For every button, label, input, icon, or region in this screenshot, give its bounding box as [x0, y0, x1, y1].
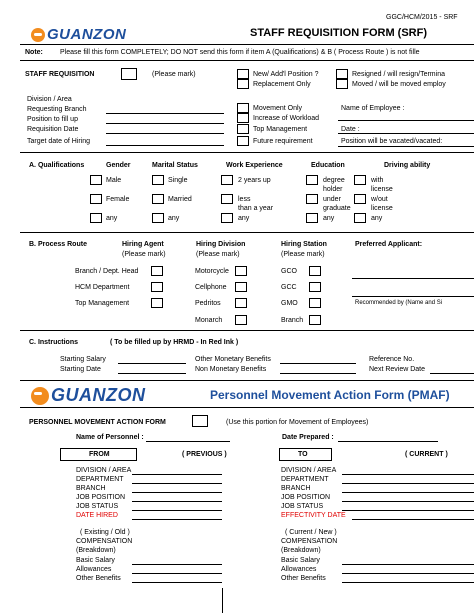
recommended-by-field[interactable]	[352, 296, 474, 297]
less-label: less	[238, 196, 251, 203]
increase-workload-label: Increase of Workload	[253, 115, 320, 122]
to-other-benefits-label: Other Benefits	[281, 575, 326, 582]
male-checkbox[interactable]	[90, 175, 102, 185]
date-field[interactable]	[338, 133, 474, 134]
staff-requisition-checkbox[interactable]	[121, 68, 137, 80]
married-checkbox[interactable]	[152, 194, 164, 204]
marital-any-checkbox[interactable]	[152, 213, 164, 223]
target-date-label: Target date of Hiring	[27, 138, 91, 145]
to-division-field[interactable]	[342, 474, 474, 475]
branch-station-label: Branch	[281, 317, 304, 324]
future-requirement-checkbox[interactable]	[237, 136, 249, 146]
to-job-position-label: JOB POSITION	[281, 494, 331, 501]
from-other-benefits-label: Other Benefits	[76, 575, 121, 582]
to-allowances-label: Allowances	[281, 566, 317, 573]
gmo-checkbox[interactable]	[309, 298, 321, 308]
process-route-label: B. Process Route	[29, 241, 87, 248]
srf-title: STAFF REQUISITION FORM (SRF)	[250, 27, 428, 39]
document-code: GGC/HCM/2015 - SRF	[386, 14, 458, 21]
education-header: Education	[311, 162, 345, 169]
from-allowances-field[interactable]	[132, 573, 222, 574]
to-basic-salary-label: Basic Salary	[281, 557, 320, 564]
pmaf-label: PERSONNEL MOVEMENT ACTION FORM	[29, 419, 166, 426]
from-job-position-label: JOB POSITION	[76, 494, 126, 501]
to-department-field[interactable]	[342, 483, 474, 484]
target-date-field[interactable]	[106, 145, 224, 146]
divider	[20, 407, 474, 408]
logo-text-pmaf: GUANZON	[51, 385, 146, 405]
with-license-checkbox[interactable]	[354, 175, 366, 185]
position-vacated-label: Position will be vacated/vacated:	[341, 138, 443, 145]
requisition-date-label: Requisition Date	[27, 126, 79, 133]
new-position-label: New/ Add'l Position ?	[253, 71, 319, 78]
please-mark-note: (Please mark)	[152, 71, 196, 78]
from-label: FROM	[89, 451, 110, 458]
female-label: Female	[106, 196, 130, 203]
date-label: Date :	[341, 126, 360, 133]
employee-name-label: Name of Employee :	[341, 105, 405, 112]
starting-salary-label: Starting Salary	[60, 356, 106, 363]
name-of-personnel-field[interactable]	[146, 441, 230, 442]
current-new-label: ( Current / New )	[285, 529, 337, 536]
from-branch-label: BRANCH	[76, 485, 106, 492]
divider	[20, 44, 474, 45]
less-than-year-checkbox[interactable]	[221, 194, 233, 204]
reference-no-label: Reference No.	[369, 356, 415, 363]
pmaf-use-note: (Use this portion for Movement of Employees)	[226, 419, 369, 426]
date-prepared-label: Date Prepared :	[282, 434, 334, 441]
to-division-label: DIVISION / AREA	[281, 467, 337, 474]
starting-date-label: Starting Date	[60, 366, 101, 373]
from-department-label: DEPARTMENT	[76, 476, 124, 483]
pedritos-label: Pedritos	[195, 300, 221, 307]
gco-checkbox[interactable]	[309, 266, 321, 276]
from-department-field[interactable]	[132, 483, 222, 484]
degree-label: degree	[323, 177, 345, 184]
date-prepared-field[interactable]	[338, 441, 438, 442]
without-label: w/out	[371, 196, 388, 203]
motorcycle-label: Motorcycle	[195, 268, 229, 275]
note-text: Please fill this form COMPLETELY; DO NOT send this form if item A (Qualifications) & B ( Process Route ) is not fille	[60, 49, 420, 56]
from-allowances-label: Allowances	[76, 566, 112, 573]
degree-holder-checkbox[interactable]	[306, 175, 318, 185]
requisition-date-field[interactable]	[106, 133, 224, 134]
pedritos-checkbox[interactable]	[235, 298, 247, 308]
effectivity-date-field[interactable]	[352, 519, 474, 520]
undergraduate-checkbox[interactable]	[306, 194, 318, 204]
education-any-label: any	[323, 215, 335, 222]
movement-only-label: Movement Only	[253, 105, 303, 112]
date-hired-label: DATE HIRED	[76, 512, 118, 519]
position-vacated-field[interactable]	[338, 146, 474, 147]
date-hired-field[interactable]	[132, 519, 222, 520]
holder-label: holder	[323, 186, 343, 193]
top-management-agent-checkbox[interactable]	[151, 298, 163, 308]
starting-date-field[interactable]	[118, 373, 186, 374]
to-branch-field[interactable]	[342, 492, 474, 493]
replacement-checkbox[interactable]	[237, 79, 249, 89]
previous-label: ( PREVIOUS )	[182, 451, 227, 458]
gco-label: GCO	[281, 268, 297, 275]
pmaf-title: Personnel Movement Action Form (PMAF)	[210, 388, 450, 402]
division-area-label: Division / Area	[27, 96, 72, 103]
effectivity-date-label: EFFECTIVITY DATE	[281, 512, 346, 519]
staff-requisition-label: STAFF REQUISITION	[25, 71, 95, 78]
top-management-label: Top Management	[253, 126, 308, 133]
gcc-label: GCC	[281, 284, 297, 291]
branch-dept-head-label: Branch / Dept. Head	[75, 268, 139, 275]
gcc-checkbox[interactable]	[309, 282, 321, 292]
to-breakdown-label: (Breakdown)	[281, 547, 321, 554]
gender-any-label: any	[106, 215, 118, 222]
branch-dept-head-checkbox[interactable]	[151, 266, 163, 276]
to-job-status-field[interactable]	[342, 510, 474, 511]
starting-salary-field[interactable]	[118, 363, 186, 364]
branch-station-checkbox[interactable]	[309, 315, 321, 325]
monarch-label: Monarch	[195, 317, 223, 324]
female-checkbox[interactable]	[90, 194, 102, 204]
logo-text: GUANZON	[47, 26, 127, 43]
hiring-agent-note: (Please mark)	[122, 251, 166, 258]
future-requirement-label: Future requirement	[253, 138, 313, 145]
without-license-checkbox[interactable]	[354, 194, 366, 204]
employee-name-field[interactable]	[338, 120, 474, 121]
two-years-label: 2 years up	[238, 177, 271, 184]
to-label: TO	[298, 451, 308, 458]
license-label: license	[371, 186, 393, 193]
gmo-label: GMO	[281, 300, 298, 307]
two-years-checkbox[interactable]	[221, 175, 233, 185]
from-division-field[interactable]	[132, 474, 222, 475]
from-other-benefits-field[interactable]	[132, 582, 222, 583]
to-compensation-label: COMPENSATION	[281, 538, 338, 545]
movement-only-checkbox[interactable]	[237, 103, 249, 113]
to-job-status-label: JOB STATUS	[281, 503, 324, 510]
under-label: under	[323, 196, 341, 203]
other-monetary-field[interactable]	[280, 363, 356, 364]
monarch-checkbox[interactable]	[235, 315, 247, 325]
experience-any-checkbox[interactable]	[221, 213, 233, 223]
resigned-label: Resigned / will resign/Termina	[352, 71, 445, 78]
hcm-department-label: HCM Department	[75, 284, 130, 291]
from-compensation-label: COMPENSATION	[76, 538, 133, 545]
moved-label: Moved / will be moved employ	[352, 81, 446, 88]
moved-checkbox[interactable]	[336, 79, 348, 89]
divider	[20, 330, 474, 331]
preferred-applicant-field[interactable]	[352, 278, 474, 279]
from-job-position-field[interactable]	[132, 501, 222, 502]
increase-workload-checkbox[interactable]	[237, 113, 249, 123]
married-label: Married	[168, 196, 192, 203]
company-logo	[31, 26, 126, 43]
hiring-station-note: (Please mark)	[281, 251, 325, 258]
next-review-date-field[interactable]	[430, 373, 474, 374]
to-branch-label: BRANCH	[281, 485, 311, 492]
new-position-checkbox[interactable]	[237, 69, 249, 79]
single-checkbox[interactable]	[152, 175, 164, 185]
to-department-label: DEPARTMENT	[281, 476, 329, 483]
marital-any-label: any	[168, 215, 180, 222]
to-job-position-field[interactable]	[342, 501, 474, 502]
single-label: Single	[168, 177, 188, 184]
qualifications-label: A. Qualifications	[29, 162, 85, 169]
position-label: Position to fill up	[27, 116, 78, 123]
preferred-applicant-label: Preferred Applicant:	[355, 241, 423, 248]
non-monetary-field[interactable]	[280, 373, 356, 374]
experience-header: Work Experience	[226, 162, 283, 169]
driving-any-checkbox[interactable]	[354, 213, 366, 223]
note-label: Note:	[25, 49, 43, 56]
top-management-agent-label: Top Management	[75, 300, 130, 307]
guanzon-logo-icon	[31, 387, 49, 405]
requesting-branch-label: Requesting Branch	[27, 106, 87, 113]
from-job-status-label: JOB STATUS	[76, 503, 119, 510]
instructions-note: ( To be filled up by HRMD - In Red Ink )	[110, 339, 239, 346]
name-of-personnel-label: Name of Personnel :	[76, 434, 144, 441]
from-basic-salary-field[interactable]	[132, 564, 222, 565]
license-label-2: license	[371, 205, 393, 212]
hiring-agent-header: Hiring Agent	[122, 241, 164, 248]
requesting-branch-field[interactable]	[106, 113, 224, 114]
from-basic-salary-label: Basic Salary	[76, 557, 115, 564]
education-any-checkbox[interactable]	[306, 213, 318, 223]
cellphone-checkbox[interactable]	[235, 282, 247, 292]
from-breakdown-label: (Breakdown)	[76, 547, 116, 554]
existing-old-label: ( Existing / Old )	[80, 529, 130, 536]
driving-header: Driving ability	[384, 162, 431, 169]
motorcycle-checkbox[interactable]	[235, 266, 247, 276]
hiring-division-note: (Please mark)	[196, 251, 240, 258]
divider	[20, 60, 474, 61]
to-basic-salary-field[interactable]	[342, 564, 474, 565]
divider	[20, 232, 474, 233]
male-label: Male	[106, 177, 122, 184]
gender-any-checkbox[interactable]	[90, 213, 102, 223]
other-monetary-label: Other Monetary Benefits	[195, 356, 271, 363]
graduate-label: graduate	[323, 205, 351, 212]
cellphone-label: Cellphone	[195, 284, 227, 291]
divider	[20, 380, 474, 381]
driving-any-label: any	[371, 215, 383, 222]
from-job-status-field[interactable]	[132, 510, 222, 511]
top-management-checkbox[interactable]	[237, 124, 249, 134]
next-review-date-label: Next Review Date	[369, 366, 426, 373]
to-other-benefits-field[interactable]	[342, 582, 474, 583]
hcm-department-checkbox[interactable]	[151, 282, 163, 292]
company-logo-pmaf	[31, 385, 146, 406]
from-division-label: DIVISION / AREA	[76, 467, 132, 474]
gender-header: Gender	[106, 162, 131, 169]
than-a-year-label: than a year	[238, 205, 274, 212]
recommended-by-label: Recommended by (Name and Si	[355, 300, 443, 306]
divider	[20, 152, 474, 153]
experience-any-label: any	[238, 215, 250, 222]
column-separator	[222, 588, 223, 613]
hiring-division-header: Hiring Division	[196, 241, 246, 248]
non-monetary-label: Non Monetary Benefits	[195, 366, 267, 373]
pmaf-checkbox[interactable]	[192, 415, 208, 427]
position-field[interactable]	[106, 123, 224, 124]
replacement-label: Replacement Only	[253, 81, 311, 88]
to-allowances-field[interactable]	[342, 573, 474, 574]
marital-header: Marital Status	[152, 162, 198, 169]
with-label: with	[371, 177, 384, 184]
from-branch-field[interactable]	[132, 492, 222, 493]
instructions-label: C. Instructions	[29, 339, 79, 346]
hiring-station-header: Hiring Station	[281, 241, 327, 248]
resigned-checkbox[interactable]	[336, 69, 348, 79]
current-label: ( CURRENT )	[405, 451, 448, 458]
guanzon-logo-icon	[31, 28, 45, 42]
